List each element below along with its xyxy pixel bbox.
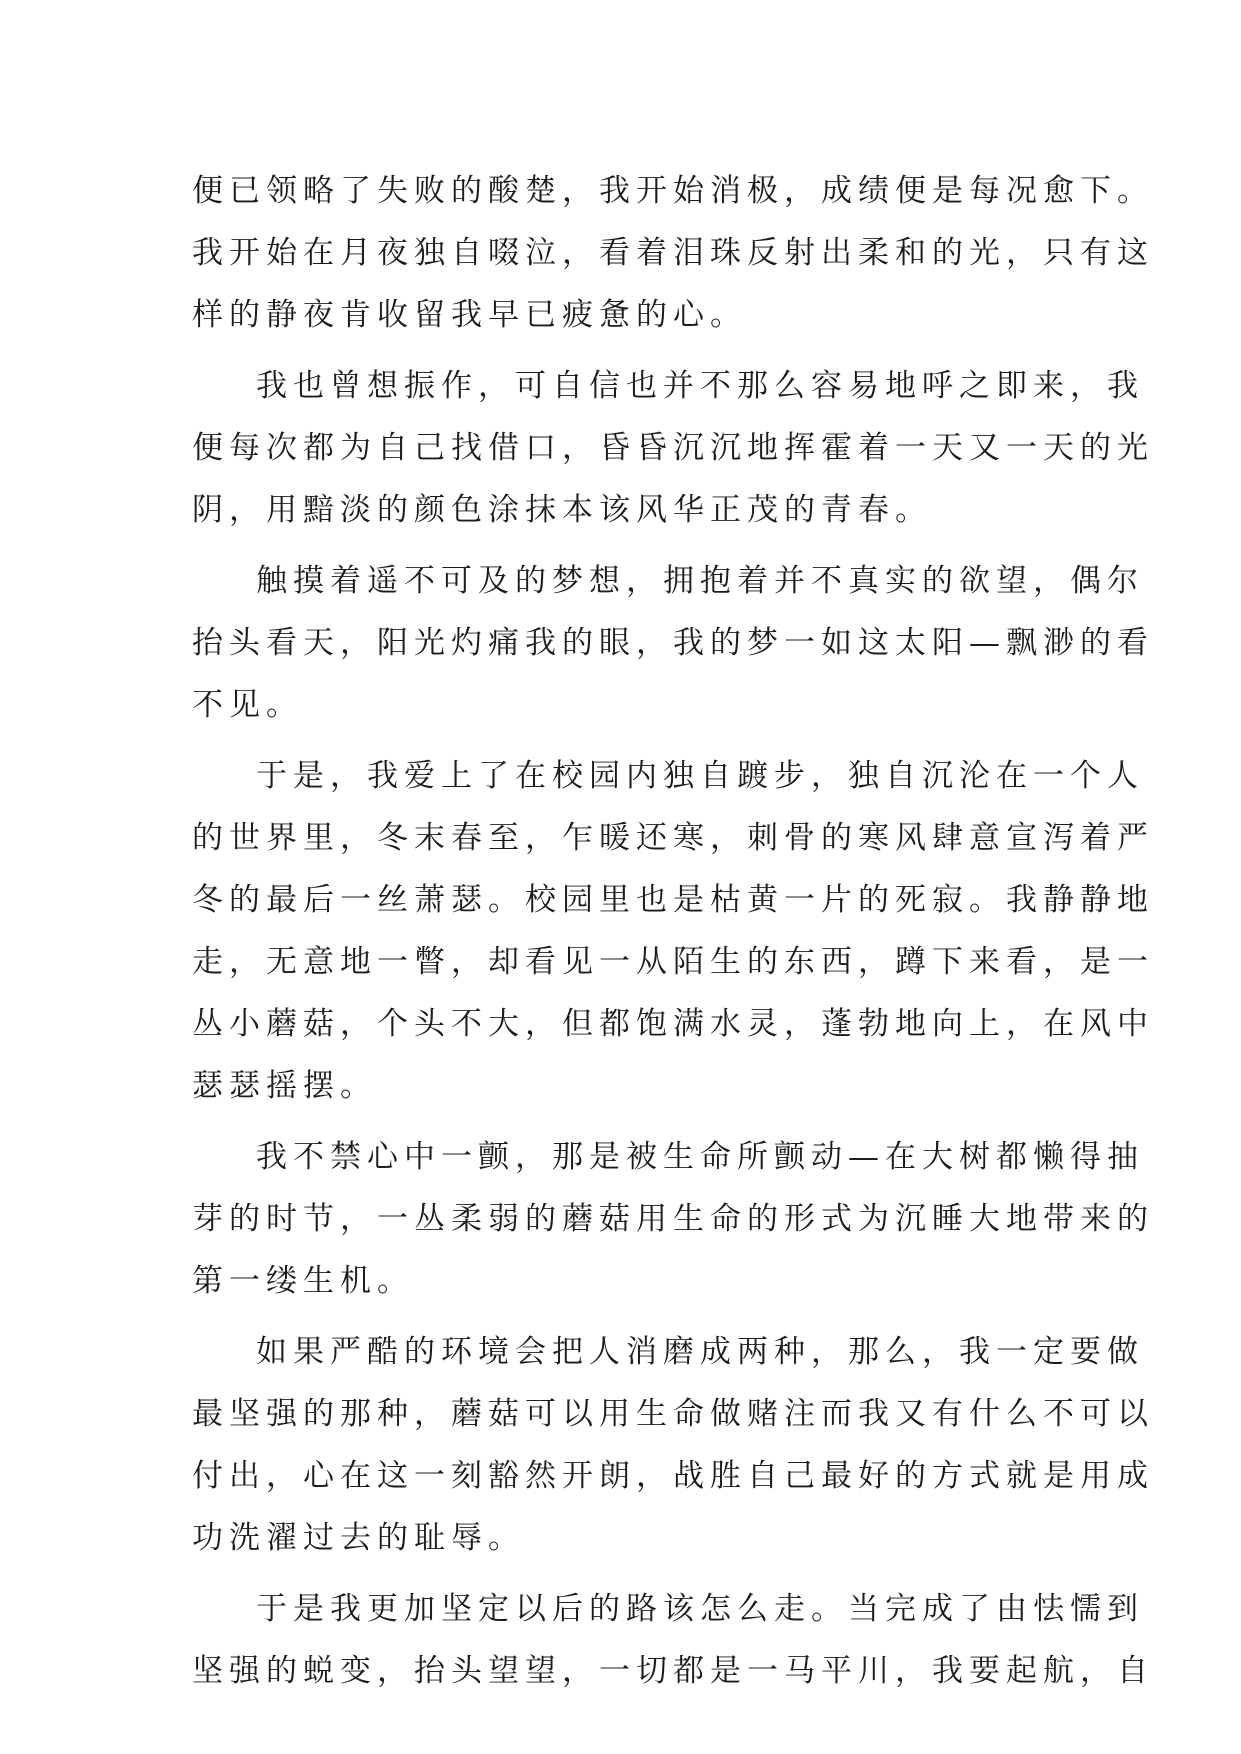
text-line: 走，无意地一瞥，却看见一从陌生的东西，蹲下来看，是一 [192,944,1154,980]
paragraph-first-line: 于是我更加坚定以后的路该怎么走。当完成了由怯懦到 [256,1591,1144,1627]
paragraph-first-line: 于是，我爱上了在校园内独自踱步，独自沉沦在一个人 [256,758,1144,794]
text-line: 阴，用黯淡的颜色涂抹本该风华正茂的青春。 [192,492,932,528]
text-line: 便已领略了失败的酸楚，我开始消极，成绩便是每况愈下。 [192,173,1154,209]
paragraph-first-line: 如果严酷的环境会把人消磨成两种，那么，我一定要做 [256,1334,1144,1370]
text-line: 瑟瑟摇摆。 [192,1068,377,1104]
text-line: 最坚强的那种，蘑菇可以用生命做赌注而我又有什么不可以 [192,1396,1154,1432]
paragraph-first-line: 我也曾想振作，可自信也并不那么容易地呼之即来，我 [256,368,1144,404]
text-line: 便每次都为自己找借口，昏昏沉沉地挥霍着一天又一天的光 [192,430,1154,466]
text-line: 样的静夜肯收留我早已疲惫的心。 [192,297,747,333]
text-line: 付出，心在这一刻豁然开朗，战胜自己最好的方式就是用成 [192,1458,1154,1494]
paragraph-first-line: 触摸着遥不可及的梦想，拥抱着并不真实的欲望，偶尔 [256,563,1144,599]
essay-body [192,160,1154,1702]
text-line: 不见。 [192,687,303,723]
text-line: 冬的最后一丝萧瑟。校园里也是枯黄一片的死寂。我静静地 [192,882,1154,918]
text-line: 坚强的蜕变，抬头望望，一切都是一马平川，我要起航，自 [192,1653,1154,1689]
text-line: 丛小蘑菇，个头不大，但都饱满水灵，蓬勃地向上，在风中 [192,1006,1154,1042]
text-line: 第一缕生机。 [192,1263,414,1299]
text-line: 功洗濯过去的耻辱。 [192,1520,525,1556]
paragraph-first-line: 我不禁心中一颤，那是被生命所颤动—在大树都懒得抽 [256,1139,1144,1175]
text-line: 芽的时节，一丛柔弱的蘑菇用生命的形式为沉睡大地带来的 [192,1201,1154,1237]
text-line: 我开始在月夜独自啜泣，看着泪珠反射出柔和的光，只有这 [192,235,1154,271]
text-line: 的世界里，冬末春至，乍暖还寒，刺骨的寒风肆意宣泻着严 [192,820,1154,856]
text-line: 抬头看天，阳光灼痛我的眼，我的梦一如这太阳—飘渺的看 [192,625,1154,661]
